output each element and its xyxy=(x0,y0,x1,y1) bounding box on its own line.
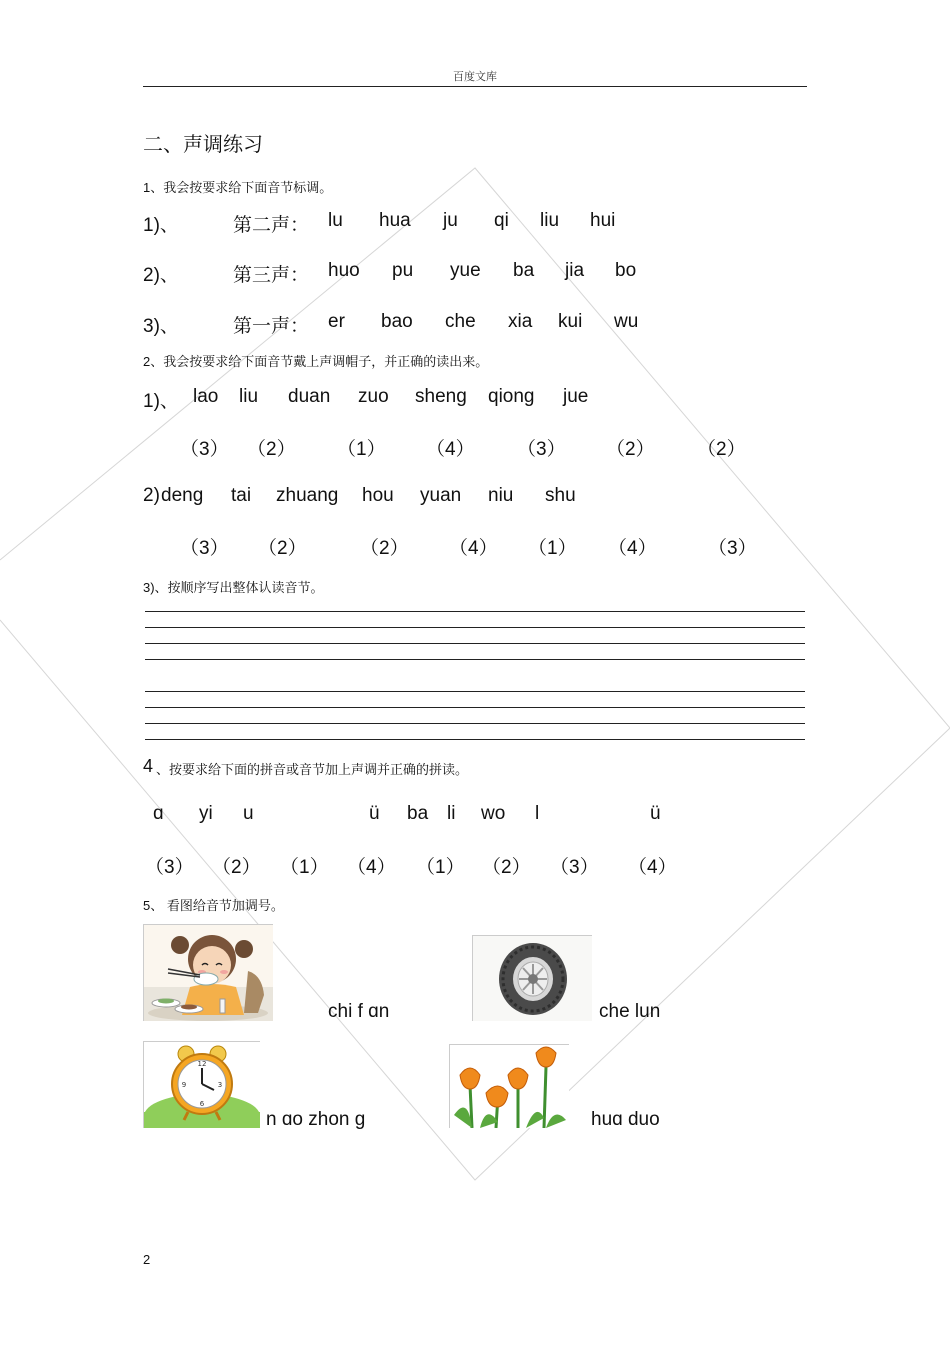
syllable: liu xyxy=(540,210,560,231)
section-title: 二、声调练习 xyxy=(143,134,263,156)
tone-number: （2） xyxy=(606,439,655,460)
tone-label: 第三声： xyxy=(233,264,310,286)
syllable: niu xyxy=(488,485,514,506)
tone-number: （3） xyxy=(145,857,194,878)
tone-label: 第一声： xyxy=(233,315,310,337)
syllable: lao xyxy=(193,386,219,407)
q3-prompt: 3)、按顺序写出整体认读音节。 xyxy=(143,580,324,595)
tone-number: （4） xyxy=(347,857,396,878)
tone-number: （3） xyxy=(180,439,229,460)
tone-number: （1） xyxy=(280,857,329,878)
syllable: wu xyxy=(614,311,639,332)
q5-prompt: 5、 看图给音节加调号。 xyxy=(143,898,284,913)
svg-text:9: 9 xyxy=(181,1081,187,1089)
syllable: zuo xyxy=(358,386,389,407)
q2-row-2-syllables xyxy=(0,485,950,515)
syllable: liu xyxy=(239,386,259,407)
syllable: lu xyxy=(328,210,343,231)
tone-label: 第二声： xyxy=(233,214,310,236)
pinyin-item: li xyxy=(447,803,456,824)
syllable: huo xyxy=(328,260,360,281)
syllable: tai xyxy=(231,485,252,506)
pinyin-answer: n ɑo zhon ɡ xyxy=(266,1109,366,1130)
svg-text:3: 3 xyxy=(217,1081,223,1089)
writing-line[interactable] xyxy=(145,659,805,660)
syllable: jia xyxy=(565,260,585,281)
writing-line[interactable] xyxy=(145,723,805,724)
page-number: 2 xyxy=(143,1252,151,1267)
writing-line[interactable] xyxy=(145,611,805,612)
pinyin-item: u xyxy=(243,803,254,824)
syllable: shu xyxy=(545,485,576,506)
q2-row-1-syllables xyxy=(0,386,950,416)
syllable: sheng xyxy=(415,386,467,407)
q2-row-2-tones xyxy=(0,533,950,563)
header-divider xyxy=(143,86,807,87)
writing-line[interactable] xyxy=(145,691,805,692)
q1-row-3 xyxy=(0,311,950,341)
row-number: 1)、 xyxy=(143,391,179,412)
writing-line[interactable] xyxy=(145,643,805,644)
syllable: qi xyxy=(494,210,509,231)
syllable: zhuang xyxy=(276,485,339,506)
q1-row-2 xyxy=(0,260,950,290)
row-number: 2) xyxy=(143,485,160,506)
row-number: 3)、 xyxy=(143,316,179,337)
header-source: 百度文库 xyxy=(453,71,497,83)
syllable: deng xyxy=(161,485,204,506)
q1-row-1 xyxy=(0,210,950,240)
syllable: bo xyxy=(615,260,637,281)
tone-number: （3） xyxy=(180,538,229,559)
tulips-picture xyxy=(449,1044,569,1128)
syllable: ba xyxy=(513,260,535,281)
pinyin-item: ba xyxy=(407,803,429,824)
tone-number: （2） xyxy=(212,857,261,878)
syllable: hou xyxy=(362,485,394,506)
tone-number: （4） xyxy=(449,538,498,559)
pinyin-item: ü xyxy=(369,803,380,824)
svg-text:12: 12 xyxy=(197,1060,207,1068)
writing-line[interactable] xyxy=(145,739,805,740)
syllable: kui xyxy=(558,311,583,332)
tone-number: （2） xyxy=(258,538,307,559)
syllable: hua xyxy=(379,210,411,231)
q2-row-1-tones xyxy=(0,434,950,464)
syllable: ju xyxy=(443,210,458,231)
tone-number: （1） xyxy=(528,538,577,559)
writing-line[interactable] xyxy=(145,627,805,628)
alarm-clock-picture xyxy=(143,1041,260,1128)
tone-number: （4） xyxy=(608,538,657,559)
syllable: jue xyxy=(563,386,589,407)
tone-number: （1） xyxy=(337,439,386,460)
tone-number: （3） xyxy=(550,857,599,878)
syllable: yue xyxy=(450,260,481,281)
tone-number: （2） xyxy=(482,857,531,878)
q2-prompt: 2、我会按要求给下面音节戴上声调帽子，并正确的读出来。 xyxy=(143,354,489,369)
syllable: bao xyxy=(381,311,413,332)
writing-line[interactable] xyxy=(145,707,805,708)
syllable: duan xyxy=(288,386,331,407)
q4-number: 4 xyxy=(143,756,154,776)
syllable: xia xyxy=(508,311,533,332)
q4-prompt: 、按要求给下面的拼音或音节加上声调并正确的拼读。 xyxy=(156,762,469,777)
syllable: che xyxy=(445,311,476,332)
pinyin-item: ü xyxy=(650,803,661,824)
pinyin-answer: chi f ɑn xyxy=(328,1001,390,1022)
svg-text:6: 6 xyxy=(199,1100,205,1108)
row-number: 2)、 xyxy=(143,265,179,286)
pinyin-answer: che lun xyxy=(599,1001,661,1022)
tone-number: （3） xyxy=(708,538,757,559)
syllable: hui xyxy=(590,210,616,231)
syllable: qiong xyxy=(488,386,535,407)
tone-number: （1） xyxy=(416,857,465,878)
tone-number: （4） xyxy=(628,857,677,878)
q4-tones xyxy=(0,852,950,882)
syllable: yuan xyxy=(420,485,462,506)
row-number: 1)、 xyxy=(143,215,179,236)
girl-eating-picture xyxy=(143,924,273,1021)
tone-number: （2） xyxy=(697,439,746,460)
pinyin-item: l xyxy=(535,803,540,824)
tone-number: （2） xyxy=(247,439,296,460)
pinyin-answer: huɑ duo xyxy=(591,1109,660,1130)
pinyin-item: yi xyxy=(199,803,213,824)
tone-number: （2） xyxy=(360,538,409,559)
pinyin-item: wo xyxy=(481,803,506,824)
pinyin-item: ɑ xyxy=(153,803,164,824)
q1-prompt: 1、我会按要求给下面音节标调。 xyxy=(143,180,333,195)
tone-number: （4） xyxy=(426,439,475,460)
wheel-picture xyxy=(472,935,592,1021)
syllable: er xyxy=(328,311,345,332)
q4-items xyxy=(0,803,950,833)
syllable: pu xyxy=(392,260,414,281)
tone-number: （3） xyxy=(517,439,566,460)
